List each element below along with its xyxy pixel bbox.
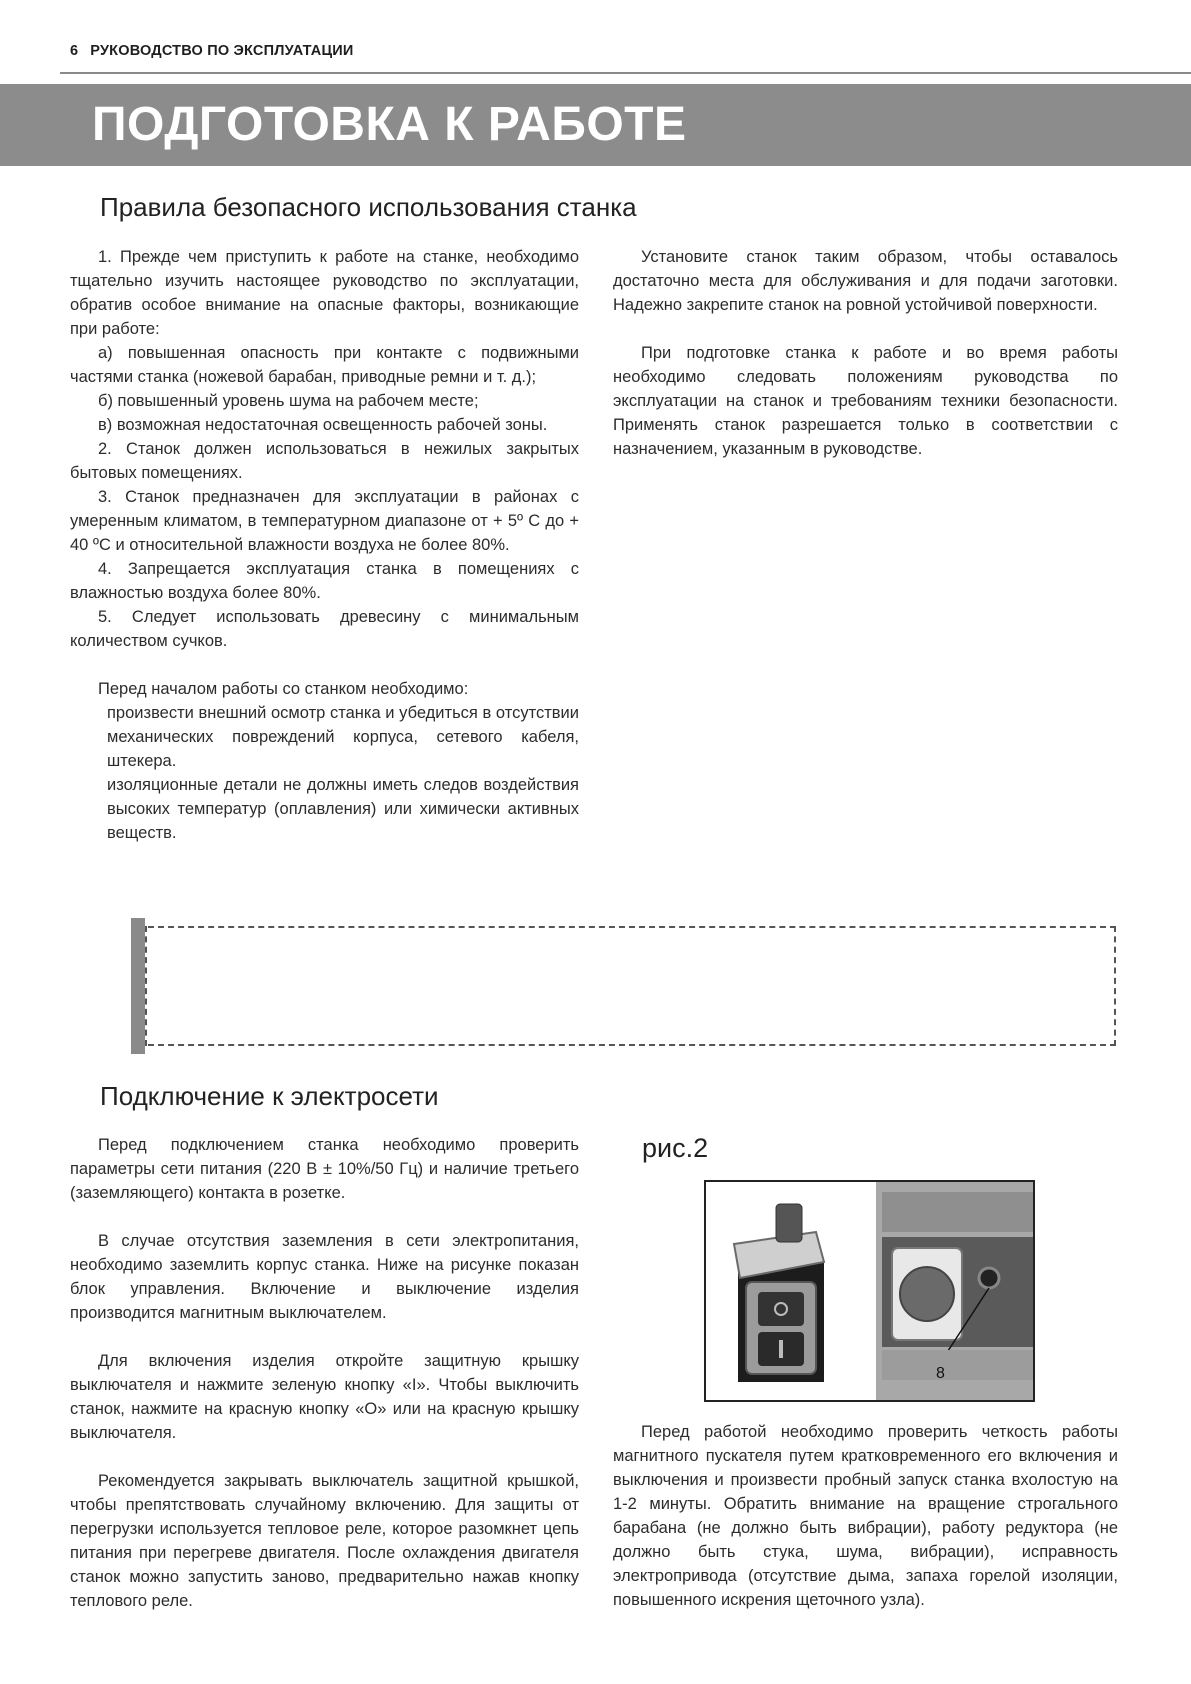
safety-rule-1: 1. Прежде чем приступить к работе на станке, необходимо тщательно изучить настоящее руководство по эксплуатации, обратив особое внимание на опасные факторы, возникающие при работе:: [70, 248, 579, 338]
callout-number: 8: [936, 1365, 945, 1382]
manual-title: РУКОВОДСТВО ПО ЭКСПЛУАТАЦИИ: [90, 43, 354, 59]
thermal-relay-button: [900, 1267, 954, 1321]
indicator-knob: [979, 1268, 999, 1288]
note-box: [131, 918, 1117, 1046]
panel-top: [882, 1192, 1033, 1232]
safety-rule-1b: б) повышенный уровень шума на рабочем месте;: [98, 392, 479, 410]
on-symbol: [779, 1340, 783, 1358]
section-title-safety: Правила безопасного использования станка: [100, 192, 637, 222]
safety-rule-2: 2. Станок должен использоваться в нежилых закрытых бытовых помещениях.: [70, 440, 579, 482]
panel-bottom: [882, 1350, 1033, 1380]
note-bar: [131, 918, 145, 1054]
power-paragraph-2: В случае отсутствия заземления в сети электропитания, необходимо заземлить корпус станка. Ниже на рисунке показан блок управления. Включение и выключение изделия производится магнитным выключателем.: [70, 1232, 579, 1322]
placement-paragraph: Установите станок таким образом, чтобы оставалось достаточно места для обслуживания и для подачи заготовки. Надежно закрепите станок на ровной устойчивой поверхности.: [613, 248, 1118, 314]
safety-rule-4: 4. Запрещается эксплуатация станка в помещениях с влажностью воздуха более 80%.: [70, 560, 579, 602]
note-dashed-frame: [148, 926, 1116, 1046]
safety-left-column: [70, 245, 579, 845]
power-left-column: [70, 1133, 579, 1613]
before-work-intro: Перед началом работы со станком необходимо:: [98, 680, 469, 698]
figure-label: рис.2: [642, 1133, 709, 1163]
before-work-item-2: изоляционные детали не должны иметь следов воздействия высоких температур (оплавления) или химически активных веществ.: [107, 776, 579, 842]
header-rule: [60, 72, 1191, 74]
page-number: 6: [70, 43, 79, 59]
control-block-photo: [704, 1180, 1035, 1402]
safety-rule-3: 3. Станок предназначен для эксплуатации в районах с умеренным климатом, в температурном диапазоне от + 5º С до + 40 ºС и относительной влажности воздуха не более 80%.: [70, 488, 579, 554]
start-check-paragraph: Перед работой необходимо проверить четкость работы магнитного пускателя путем кратковременного его включения и выключения и произвести пробный запуск станка вхолостую на 1-2 минуты. Обратить внимание на вращение строгального барабана (не должно быть вибрации), работу редуктора (не должно быть стука, шума, вибрации), исправность электропривода (отсутствие дыма, запаха горелой изоляции, повышенного искрения щеточного узла).: [613, 1423, 1118, 1609]
safety-rule-1a: а) повышенная опасность при контакте с подвижными частями станка (ножевой барабан, приводные ремни и т. д.);: [70, 344, 579, 386]
preparation-paragraph: При подготовке станка к работе и во время работы необходимо следовать положениям руководства по эксплуатации на станок и требованиям техники безопасности. Применять станок разрешается только в соответствии с назначением, указанным в руководстве.: [613, 344, 1118, 458]
power-paragraph-1: Перед подключением станка необходимо проверить параметры сети питания (220 В ± 10%/50 Гц) и наличие третьего (заземляющего) контакта в розетке.: [70, 1136, 579, 1202]
before-work-item-1: произвести внешний осмотр станка и убедиться в отсутствии механических повреждений корпуса, сетевого кабеля, штекера.: [107, 704, 579, 770]
chapter-title: ПОДГОТОВКА К РАБОТЕ: [92, 98, 687, 151]
section-title-power: Подключение к электросети: [100, 1081, 439, 1111]
control-block-illustration: [706, 1182, 1033, 1400]
power-paragraph-4: Рекомендуется закрывать выключатель защитной крышкой, чтобы препятствовать случайному включению. Для защиты от перегрузки используется тепловое реле, которое разомкнет цепь питания при перегреве двигателя. После охлаждения двигателя станок можно запустить заново, предварительно нажав кнопку теплового реле.: [70, 1472, 579, 1610]
power-paragraph-3: Для включения изделия откройте защитную крышку выключателя и нажмите зеленую кнопку «I». Чтобы выключить станок, нажмите на красную кнопку «О» или на красную крышку выключателя.: [70, 1352, 579, 1442]
off-button: [758, 1292, 804, 1326]
safety-rule-1c: в) возможная недостаточная освещенность рабочей зоны.: [98, 416, 548, 434]
power-right-column: [613, 1420, 1118, 1612]
running-header: [70, 43, 354, 59]
safety-rule-5: 5. Следует использовать древесину с минимальным количеством сучков.: [70, 608, 579, 650]
safety-right-column: [613, 245, 1118, 461]
cover-hinge: [776, 1204, 802, 1242]
